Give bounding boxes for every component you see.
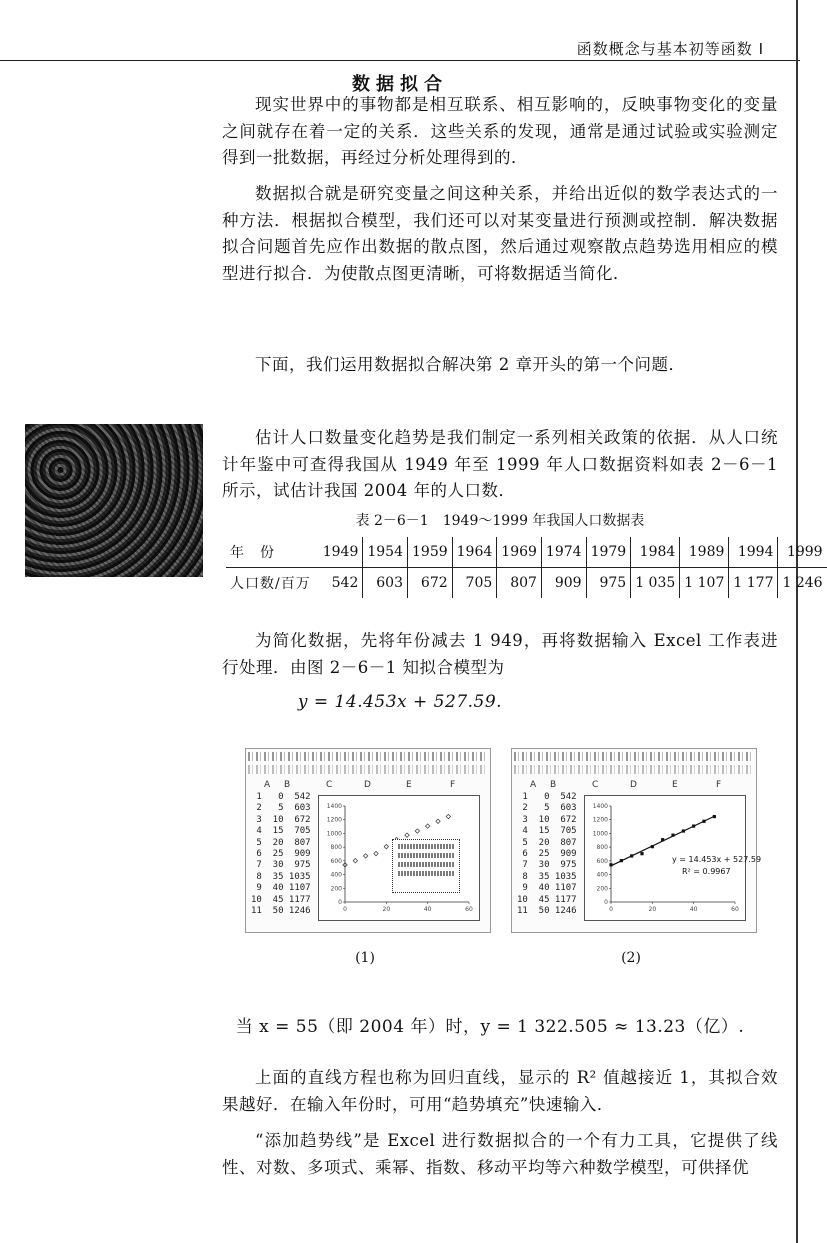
- notes-paragraph-1: [222, 1065, 778, 1118]
- sheet-row: 8 35 1035: [517, 871, 577, 882]
- data-point: [425, 824, 429, 828]
- x-tick-label: 40: [423, 906, 432, 913]
- sheet-row: 7 30 975: [517, 860, 577, 871]
- data-point: [651, 845, 654, 848]
- sheet-row: 1 0 542: [251, 792, 311, 802]
- problem-text: 估计人口数量变化趋势是我们制定一系列相关政策的依据．从人口统计年鉴中可查得我国从 1949 年至 1999 年人口数据资料如表 2－6－1 所示，试估计我国 2004 年的人口数．: [222, 428, 778, 500]
- table-cell-population: 1 177: [729, 568, 778, 599]
- table-cell-year: 1984: [631, 537, 680, 568]
- dialog-option: [398, 853, 454, 858]
- header-rule: [0, 60, 800, 61]
- dialog-option: [398, 844, 454, 849]
- column-headers: [246, 780, 490, 790]
- toolbar: [248, 765, 488, 774]
- sheet-row: 3 10 672: [517, 814, 577, 825]
- table-cell-year: 1999: [778, 537, 827, 568]
- column-header: F: [716, 780, 722, 790]
- x-tick-label: 60: [465, 906, 473, 913]
- column-header: E: [406, 780, 412, 790]
- table-cell-year: 1959: [408, 537, 453, 568]
- method-text: 为简化数据，先将年份减去 1 949，再将数据输入 Excel 工作表进行处理．由图 2－6－1 知拟合模型为: [222, 631, 778, 677]
- table-row-label-year: 年 份: [226, 537, 319, 568]
- table-cell-population: 1 107: [680, 568, 729, 599]
- sheet-row: 1 0 542: [517, 792, 577, 802]
- sheet-row: 9 40 1107: [251, 883, 311, 894]
- table-cell-year: 1964: [452, 537, 497, 568]
- menu-bar: [514, 752, 754, 761]
- dialog-option: [398, 862, 454, 867]
- toolbar: [514, 765, 754, 774]
- sheet-row: 5 20 807: [251, 837, 311, 848]
- data-point: [609, 863, 612, 866]
- table-cell-year: 1954: [363, 537, 408, 568]
- data-point: [671, 834, 674, 837]
- intro-paragraph-3: [222, 352, 778, 379]
- y-tick-label: 1000: [326, 830, 342, 838]
- method-paragraph: [222, 628, 778, 681]
- y-tick-label: 600: [330, 857, 342, 865]
- data-point: [446, 814, 450, 818]
- y-tick-label: 200: [330, 885, 342, 893]
- data-point: [661, 838, 664, 841]
- sheet-row: 11 50 1246: [251, 906, 311, 917]
- table-cell-population: 1 246: [778, 568, 827, 599]
- data-point: [384, 844, 388, 848]
- figure-label-1: (1): [355, 950, 375, 966]
- sheet-row: 8 35 1035: [251, 871, 311, 882]
- data-point: [405, 833, 409, 837]
- data-point: [630, 854, 633, 857]
- table-cell-year: 1949: [319, 537, 363, 568]
- table-cell-population: 672: [408, 568, 453, 599]
- result-statement: 当 x = 55（即 2004 年）时，y = 1 322.505 ≈ 13.23（亿）.: [235, 1017, 745, 1037]
- notes-text-1: 上面的直线方程也称为回归直线，显示的 R² 值越接近 1，其拟合效果越好．在输入年份时，可用“趋势填充”快速输入．: [222, 1068, 778, 1114]
- sheet-row: 6 25 909: [251, 849, 311, 860]
- sheet-row: 7 30 975: [251, 860, 311, 871]
- figure-label-2: (2): [621, 950, 641, 966]
- sheet-row: 4 15 705: [251, 826, 311, 837]
- fit-equation: y = 14.453x + 527.59.: [297, 692, 503, 712]
- notes-paragraph-2: [222, 1128, 778, 1181]
- y-tick-label: 1200: [592, 816, 608, 824]
- column-headers: [512, 780, 756, 790]
- excel-screenshot-2: [511, 748, 762, 933]
- excel-screenshot-1: [245, 748, 491, 933]
- table-cell-year: 1989: [680, 537, 729, 568]
- trendline-equation-label: y = 14.453x + 527.59: [672, 855, 762, 864]
- column-header: A: [530, 780, 537, 790]
- y-tick-label: 0: [604, 899, 608, 906]
- table-cell-population: 1 035: [631, 568, 680, 599]
- intro-text-1: 现实世界中的事物都是相互联系、相互影响的，反映事物变化的变量之间就存在着一定的关系．这些关系的发现，通常是通过试验或实验测定得到一批数据，再经过分析处理得到的．: [222, 95, 778, 167]
- data-point: [363, 854, 367, 858]
- menu-bar: [248, 752, 488, 761]
- table-caption: 表 2－6－1 1949～1999 年我国人口数据表: [355, 513, 645, 529]
- sheet-row: 3 10 672: [251, 814, 311, 825]
- x-tick-label: 20: [648, 906, 657, 913]
- y-tick-label: 800: [330, 844, 342, 852]
- intro-paragraph-1: [222, 92, 778, 172]
- data-point: [620, 859, 623, 862]
- y-tick-label: 400: [596, 871, 608, 879]
- x-tick-label: 20: [382, 906, 391, 913]
- column-header: D: [364, 780, 371, 790]
- column-header: E: [672, 780, 678, 790]
- table-cell-population: 705: [452, 568, 497, 599]
- data-point: [640, 852, 643, 855]
- table-cell-year: 1974: [541, 537, 586, 568]
- column-header: C: [592, 780, 599, 790]
- sheet-row: 2 5 603: [517, 803, 577, 814]
- table-cell-population: 909: [541, 568, 586, 599]
- data-point: [702, 820, 705, 823]
- sheet-cells: [251, 792, 311, 917]
- table-cell-year: 1969: [497, 537, 542, 568]
- intro-text-3: 下面，我们运用数据拟合解决第 2 章开头的第一个问题．: [255, 355, 686, 374]
- problem-paragraph: [222, 425, 778, 505]
- y-tick-label: 1400: [592, 803, 608, 810]
- column-header: B: [284, 780, 291, 790]
- table-cell-population: 807: [497, 568, 542, 599]
- table-cell-population: 542: [331, 575, 359, 591]
- running-header: 函数概念与基本初等函数 I: [576, 40, 764, 58]
- x-tick-label: 0: [343, 906, 347, 913]
- sheet-cells: [517, 792, 577, 917]
- notes-text-2: “添加趋势线”是 Excel 进行数据拟合的一个有力工具，它提供了线性、对数、多项式、乘幂、指数、移动平均等六种数学模型，可供择优: [222, 1131, 778, 1177]
- y-tick-label: 600: [596, 857, 608, 865]
- data-point: [353, 858, 357, 862]
- y-tick-label: 1400: [326, 803, 342, 810]
- section-title: 数据拟合: [352, 74, 448, 95]
- r-squared-label: R² = 0.9967: [682, 867, 731, 876]
- sheet-row: 11 50 1246: [517, 906, 577, 917]
- dialog-option: [398, 871, 454, 876]
- sheet-row: 4 15 705: [517, 826, 577, 837]
- trendline-dialog: [392, 839, 460, 893]
- column-header: F: [450, 780, 456, 790]
- crowd-photo: [25, 424, 203, 577]
- data-point: [692, 824, 695, 827]
- table-cell-year: 1994: [729, 537, 778, 568]
- y-tick-label: 800: [596, 844, 608, 852]
- y-tick-label: 400: [330, 871, 342, 879]
- intro-paragraph-2: [222, 181, 778, 287]
- population-table: [226, 537, 827, 598]
- y-tick-label: 1200: [326, 816, 342, 824]
- data-point: [374, 851, 378, 855]
- data-point: [713, 815, 716, 818]
- data-point: [682, 829, 685, 832]
- column-header: C: [326, 780, 333, 790]
- table-cell-year: 1979: [586, 537, 631, 568]
- table-cell-population: 975: [586, 568, 631, 599]
- page-edge-rule: [796, 0, 798, 1243]
- sheet-row: 10 45 1177: [251, 894, 311, 905]
- x-tick-label: 60: [731, 906, 739, 913]
- sheet-row: 6 25 909: [517, 849, 577, 860]
- data-point: [415, 829, 419, 833]
- data-point: [436, 819, 440, 823]
- column-header: D: [630, 780, 637, 790]
- intro-text-2: 数据拟合就是研究变量之间这种关系，并给出近似的数学表达式的一种方法．根据拟合模型，我们还可以对某变量进行预测或控制．解决数据拟合问题首先应作出数据的散点图，然后通过观察散点趋势选用相应的模型进行拟合．为使散点图更清晰，可将数据适当简化．: [222, 184, 778, 283]
- x-tick-label: 0: [609, 906, 613, 913]
- table-row-label-population: 人口数/百万: [230, 576, 311, 592]
- table-cell-population: 603: [363, 568, 408, 599]
- sheet-row: 10 45 1177: [517, 894, 577, 905]
- sheet-row: 2 5 603: [251, 803, 311, 814]
- column-header: B: [550, 780, 557, 790]
- y-tick-label: 200: [596, 885, 608, 893]
- y-tick-label: 1000: [592, 830, 608, 838]
- column-header: A: [264, 780, 271, 790]
- sheet-row: 9 40 1107: [517, 883, 577, 894]
- sheet-row: 5 20 807: [517, 837, 577, 848]
- x-tick-label: 40: [689, 906, 698, 913]
- y-tick-label: 0: [338, 899, 342, 906]
